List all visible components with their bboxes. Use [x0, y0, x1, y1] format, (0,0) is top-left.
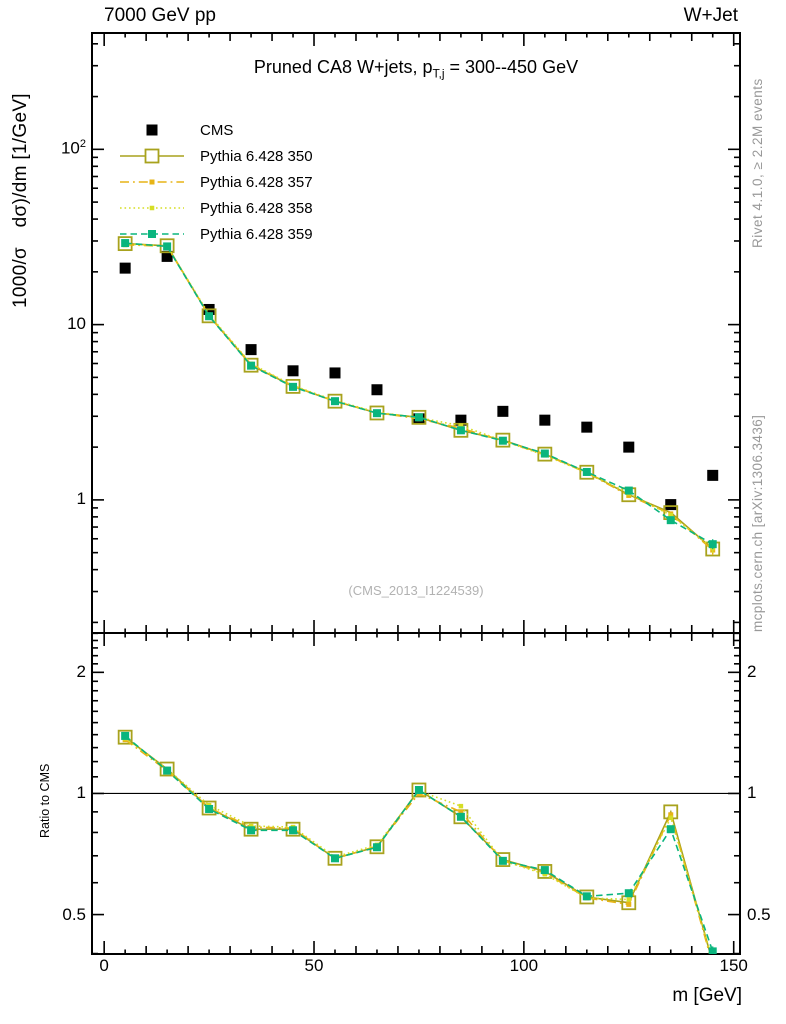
- legend-item-pythia-2: [118, 195, 313, 221]
- ratio-y-axis-title: Ratio to CMS: [38, 763, 52, 838]
- ratio-y-tick-label-right: 0.5: [747, 904, 771, 924]
- mc-marker: [626, 902, 631, 907]
- mc-marker: [457, 426, 465, 434]
- rivet-version-note: Rivet 4.1.0, ≥ 2.2M events: [750, 78, 765, 248]
- x-tick-label: 0: [99, 956, 109, 975]
- mc-curve-ratio: [125, 737, 713, 962]
- mc-curve-main: [125, 244, 713, 548]
- mc-marker: [205, 805, 213, 813]
- process-label: W+Jet: [683, 5, 738, 26]
- ratio-y-tick-label-left: 1: [76, 783, 86, 803]
- cms-data-point: [120, 263, 131, 274]
- cms-data-point: [371, 384, 382, 395]
- cms-legend-marker: [147, 125, 158, 136]
- cms-data-point: [330, 367, 341, 378]
- mc-marker: [415, 413, 423, 421]
- mc-marker: [583, 892, 591, 900]
- x-tick-label: 100: [509, 956, 539, 975]
- mc-curve-ratio-group: [121, 732, 717, 956]
- mc-marker: [163, 767, 171, 775]
- cms-data-point: [665, 499, 676, 510]
- mc-marker: [247, 362, 255, 370]
- ratio-y-tick-label-left: 2: [76, 662, 86, 682]
- mc-marker: [669, 816, 674, 821]
- mc-curve-ratio-group: [123, 736, 715, 965]
- legend-item-pythia-3: [118, 221, 313, 247]
- legend-item-pythia-3-label: Pythia 6.428 359: [200, 225, 313, 243]
- cms-data-point: [288, 365, 299, 376]
- mc-marker: [415, 786, 423, 794]
- legend-item-pythia-1-label: Pythia 6.428 357: [200, 173, 313, 191]
- main-y-tick-label: 10: [67, 313, 86, 333]
- mc-marker: [667, 825, 675, 833]
- ratio-y-tick-label-right: 1: [747, 783, 757, 803]
- ratio-y-tick-label-left: 0.5: [62, 904, 86, 924]
- beam-energy-label: 7000 GeV pp: [104, 5, 216, 26]
- legend-item-pythia-3-sample: [118, 223, 186, 245]
- mc-marker: [583, 468, 591, 476]
- mc-curve-ratio: [125, 740, 713, 965]
- legend-item-pythia-2-sample: [118, 197, 186, 219]
- mc-marker: [373, 843, 381, 851]
- cms-data-point: [707, 470, 718, 481]
- cms-data-point: [539, 415, 550, 426]
- legend-marker: [146, 150, 159, 163]
- cms-data-point: [497, 406, 508, 417]
- panel-title-prefix: Pruned CA8 W+jets, p: [253, 57, 433, 77]
- legend-item-cms-label: CMS: [200, 121, 234, 139]
- mc-curve-ratio: [125, 736, 713, 952]
- main-y-axis-title: 1000/σ dσ)/dm [1/GeV]: [10, 93, 31, 308]
- cms-data-series: [120, 251, 719, 510]
- mc-curve-main-group: [119, 237, 720, 555]
- mc-curve-ratio-group: [119, 731, 720, 969]
- cms-data-point: [623, 442, 634, 453]
- analysis-id-watermark: (CMS_2013_I1224539): [348, 583, 484, 598]
- mc-marker: [709, 540, 717, 548]
- legend-item-pythia-2-label: Pythia 6.428 358: [200, 199, 313, 217]
- legend-item-pythia-0-sample: [118, 145, 186, 167]
- mc-marker: [541, 866, 549, 874]
- legend-item-pythia-1: [118, 169, 313, 195]
- panel-title-subscript: T,j: [432, 66, 445, 81]
- mc-marker: [499, 437, 507, 445]
- mc-marker: [499, 857, 507, 865]
- legend-marker: [150, 180, 155, 185]
- legend-marker: [150, 206, 155, 211]
- mc-marker: [247, 826, 255, 834]
- ratio-y-tick-label-right: 2: [747, 662, 757, 682]
- mc-curve-main-group: [123, 242, 715, 553]
- mc-marker: [289, 826, 297, 834]
- legend-item-pythia-1-sample: [118, 171, 186, 193]
- legend-item-pythia-0: [118, 143, 313, 169]
- mc-curve-main-group: [123, 242, 716, 555]
- mc-marker: [331, 397, 339, 405]
- mc-marker: [667, 516, 675, 524]
- x-axis-title: m [GeV]: [672, 985, 742, 1006]
- mc-marker: [457, 813, 465, 821]
- legend-item-cms: [118, 117, 313, 143]
- mc-marker: [459, 804, 464, 809]
- legend-marker: [148, 230, 156, 238]
- mc-marker: [289, 383, 297, 391]
- x-tick-label: 50: [304, 956, 324, 975]
- mc-curve-main: [125, 245, 713, 550]
- mc-curve-main: [125, 244, 713, 549]
- mc-marker: [625, 487, 633, 495]
- mc-marker: [627, 897, 632, 902]
- mc-curve-main-group: [121, 239, 717, 549]
- mc-marker: [205, 312, 213, 320]
- mc-curve-ratio-group: [123, 737, 716, 970]
- mcplots-arxiv-note: mcplots.cern.ch [arXiv:1306.3436]: [750, 414, 765, 632]
- mc-curve-main: [125, 243, 713, 544]
- main-y-tick-label: 1: [76, 488, 86, 508]
- panel-title: [92, 57, 740, 81]
- mc-marker: [373, 409, 381, 417]
- legend-item-cms-sample: [118, 119, 186, 141]
- legend: [118, 117, 313, 247]
- mc-marker: [121, 732, 129, 740]
- x-tick-label: 150: [719, 956, 748, 975]
- legend-item-pythia-0-label: Pythia 6.428 350: [200, 147, 313, 165]
- cms-data-point: [246, 344, 257, 355]
- mc-marker: [541, 450, 549, 458]
- mc-marker: [625, 889, 633, 897]
- main-y-tick-label: $10^2$: [60, 138, 86, 158]
- mc-marker: [331, 854, 339, 862]
- mc-curve-ratio: [125, 738, 713, 960]
- cms-data-point: [581, 422, 592, 433]
- panel-title-suffix: = 300--450 GeV: [444, 57, 579, 77]
